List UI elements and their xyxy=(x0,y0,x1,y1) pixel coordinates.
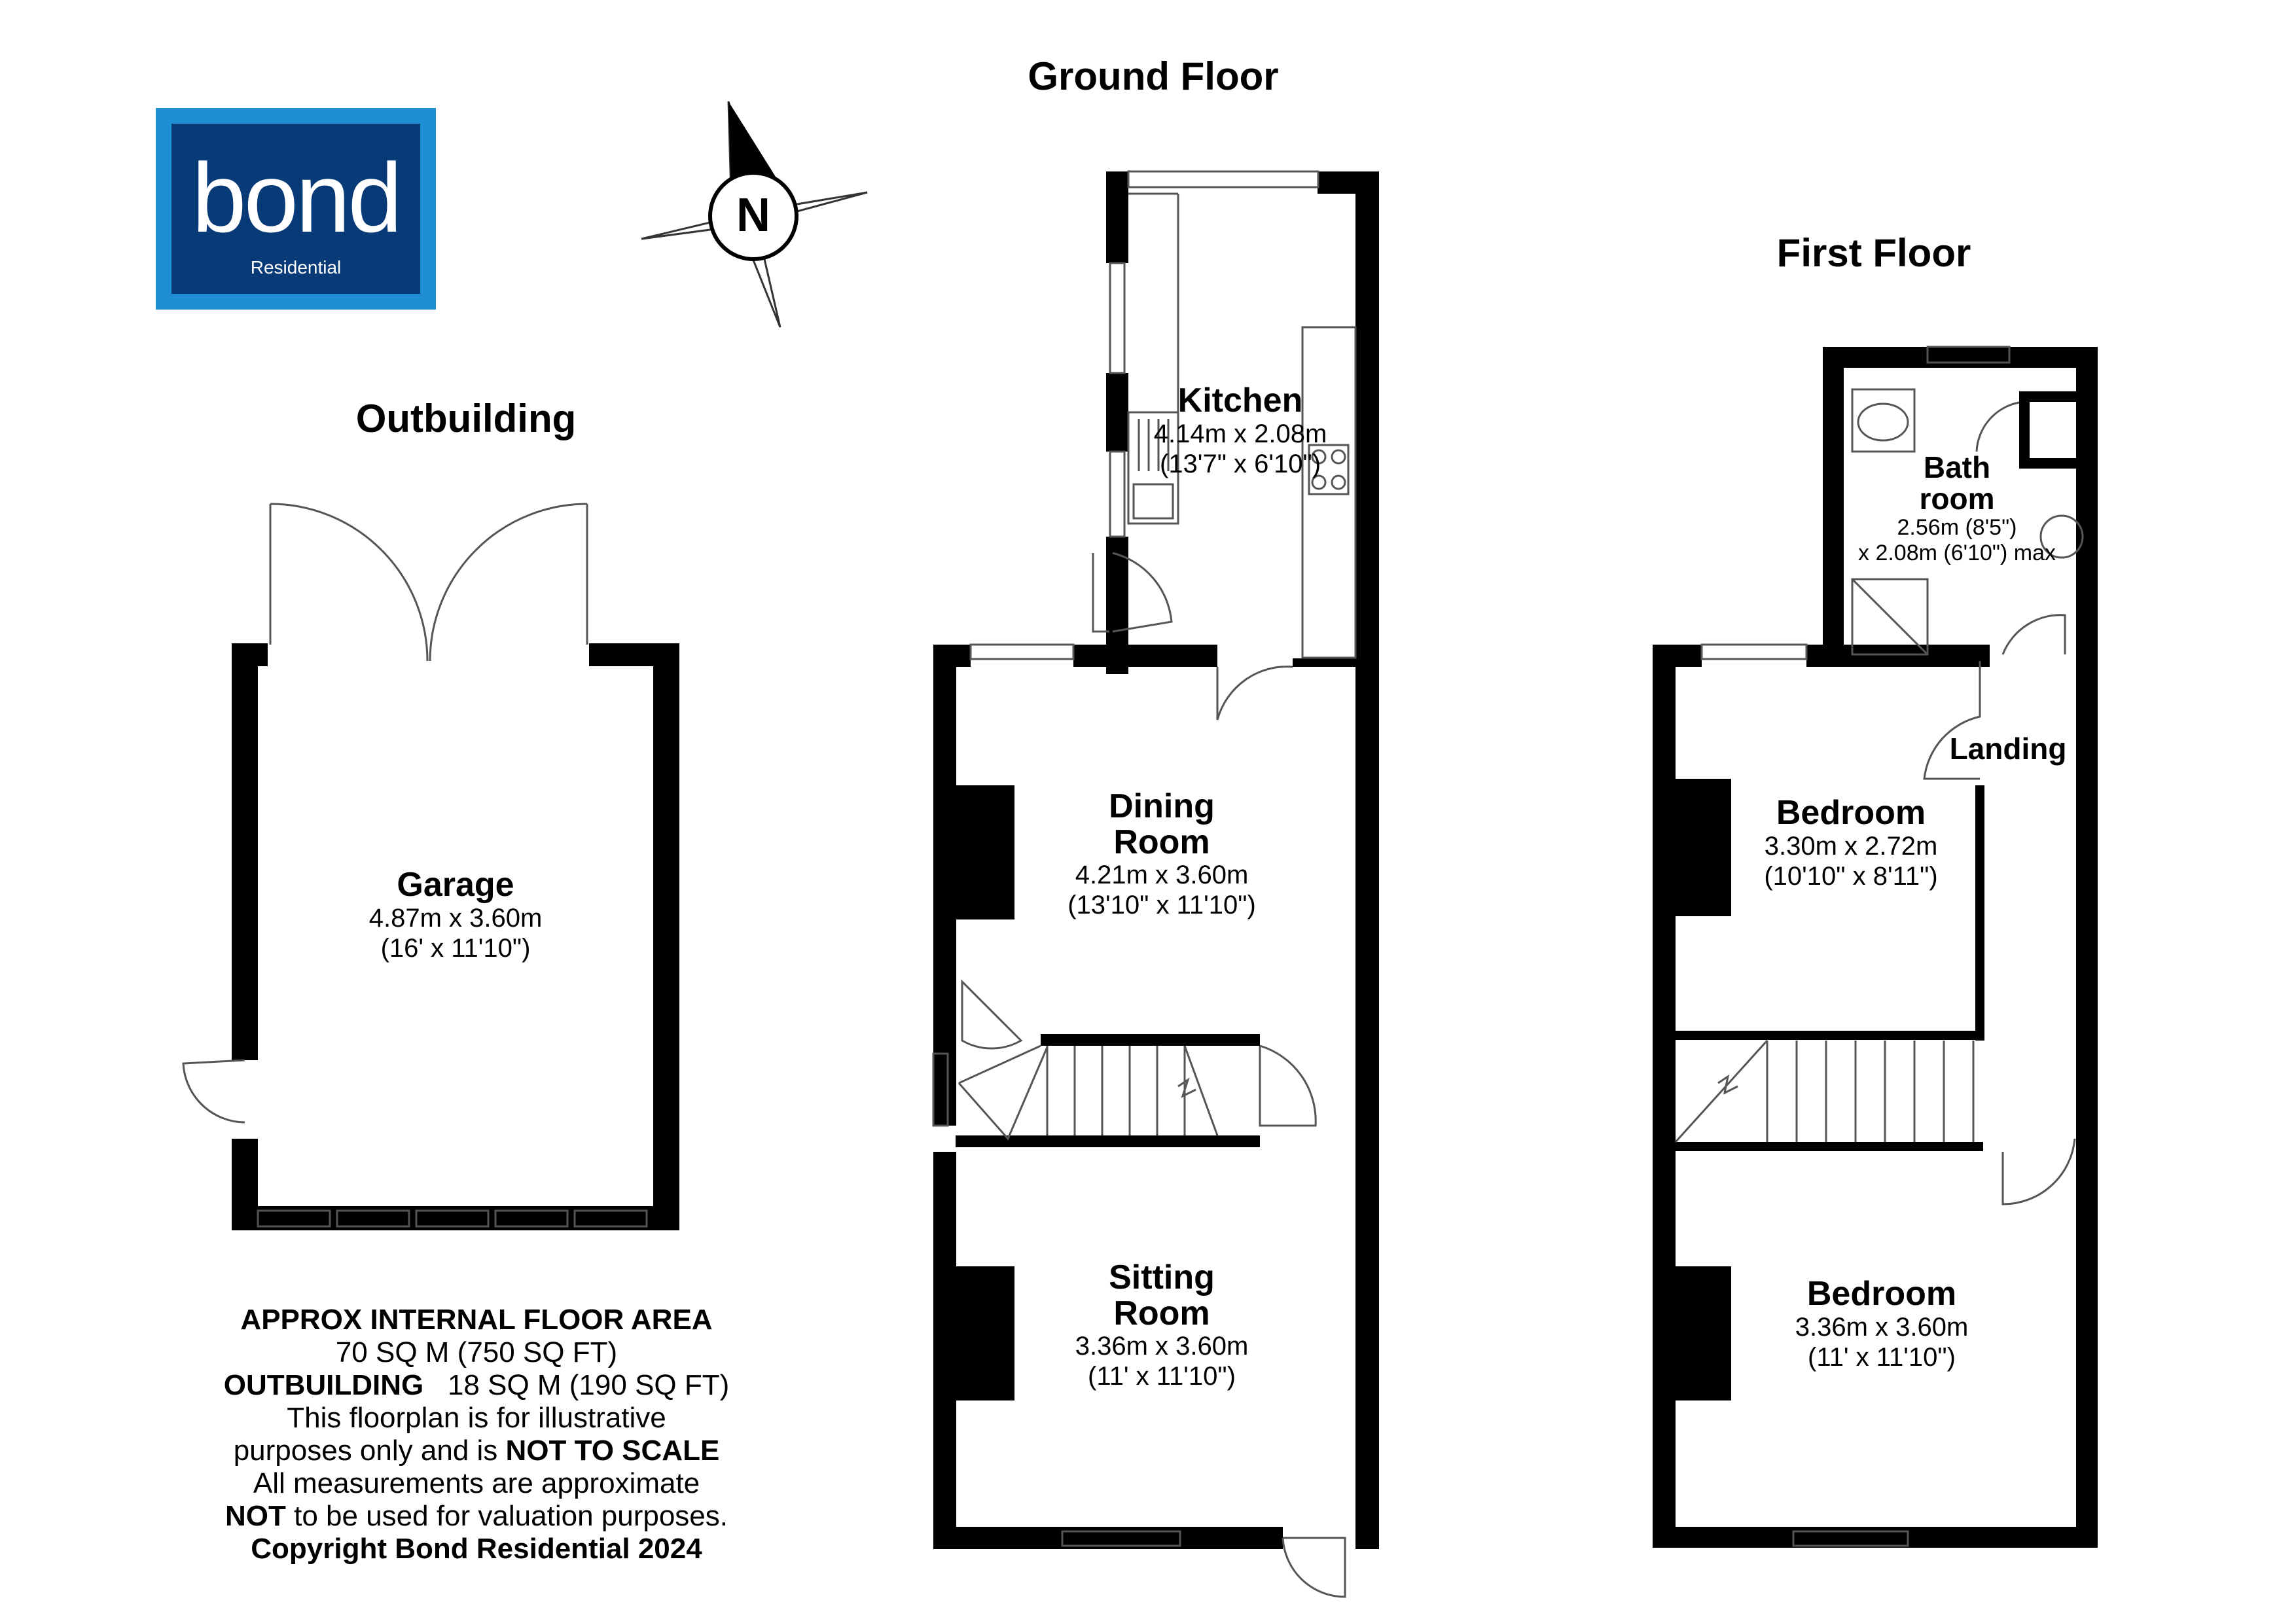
disclaimer-line-1: This floorplan is for illustrative xyxy=(287,1402,666,1434)
room-metric: 4.21m x 3.60m xyxy=(1075,861,1249,890)
logo-wordmark: bond xyxy=(192,143,400,253)
room-imperial: x 2.08m (6'10") max xyxy=(1858,540,2056,565)
room-imperial: (13'7" x 6'10") xyxy=(1159,449,1321,478)
not-word: NOT xyxy=(224,1500,286,1532)
room-name-line1: Sitting xyxy=(1109,1258,1215,1296)
disclaimer-line-2: purposes only and is xyxy=(233,1435,498,1467)
logo-tagline: Residential xyxy=(250,257,342,277)
room-name: Bedroom xyxy=(1806,1275,1957,1313)
area-heading: APPROX INTERNAL FLOOR AREA xyxy=(240,1304,713,1336)
ground-floor-title: Ground Floor xyxy=(1028,54,1279,98)
disclaimer-line-3: All measurements are approximate xyxy=(253,1467,700,1499)
room-metric: 3.36m x 3.60m xyxy=(1075,1332,1249,1361)
room-name: Landing xyxy=(1949,732,2067,766)
outbuilding-label: OUTBUILDING xyxy=(223,1369,424,1401)
room-metric: 2.56m (8'5") xyxy=(1897,514,2017,540)
room-imperial: (11' x 11'10") xyxy=(1088,1362,1236,1391)
outbuilding-title: Outbuilding xyxy=(355,397,577,440)
room-imperial: (10'10" x 8'11") xyxy=(1764,861,1938,891)
room-name: Kitchen xyxy=(1177,382,1303,419)
room-name: Bedroom xyxy=(1776,794,1926,832)
room-metric: 4.87m x 3.60m xyxy=(368,903,543,933)
room-label-garage xyxy=(369,867,543,963)
room-label-dining xyxy=(1067,789,1256,920)
room-label-landing xyxy=(1950,733,2067,764)
room-name-line1: Dining xyxy=(1109,787,1215,825)
not-to-scale: NOT TO SCALE xyxy=(505,1435,720,1467)
room-name-line2: room xyxy=(1919,482,1995,516)
room-metric: 3.36m x 3.60m xyxy=(1795,1312,1969,1342)
room-name-line2: Room xyxy=(1113,823,1210,861)
room-name-line2: Room xyxy=(1113,1294,1210,1332)
room-label-bedroom-2 xyxy=(1795,1276,1969,1372)
room-label-bathroom xyxy=(1858,452,2056,566)
compass-north-label: N xyxy=(736,189,770,241)
room-name-line1: Bath xyxy=(1923,450,1991,484)
room-name: Garage xyxy=(397,866,514,904)
area-value: 70 SQ M (750 SQ FT) xyxy=(335,1336,618,1368)
room-imperial: (13'10" x 11'10") xyxy=(1067,891,1256,920)
disclaimer-line-4: to be used for valuation purposes. xyxy=(294,1500,728,1532)
room-label-bedroom-1 xyxy=(1764,795,1937,891)
room-imperial: (16' x 11'10") xyxy=(380,933,531,963)
first-floor-title: First Floor xyxy=(1776,231,1971,275)
outbuilding-value: 18 SQ M (190 SQ FT) xyxy=(447,1369,730,1401)
copyright: Copyright Bond Residential 2024 xyxy=(251,1533,702,1565)
room-imperial: (11' x 11'10") xyxy=(1808,1342,1956,1372)
room-metric: 4.14m x 2.08m xyxy=(1153,419,1327,448)
room-metric: 3.30m x 2.72m xyxy=(1764,831,1938,861)
room-label-sitting xyxy=(1075,1260,1249,1391)
room-label-kitchen xyxy=(1154,383,1327,479)
floor-area-notes xyxy=(224,1304,730,1565)
